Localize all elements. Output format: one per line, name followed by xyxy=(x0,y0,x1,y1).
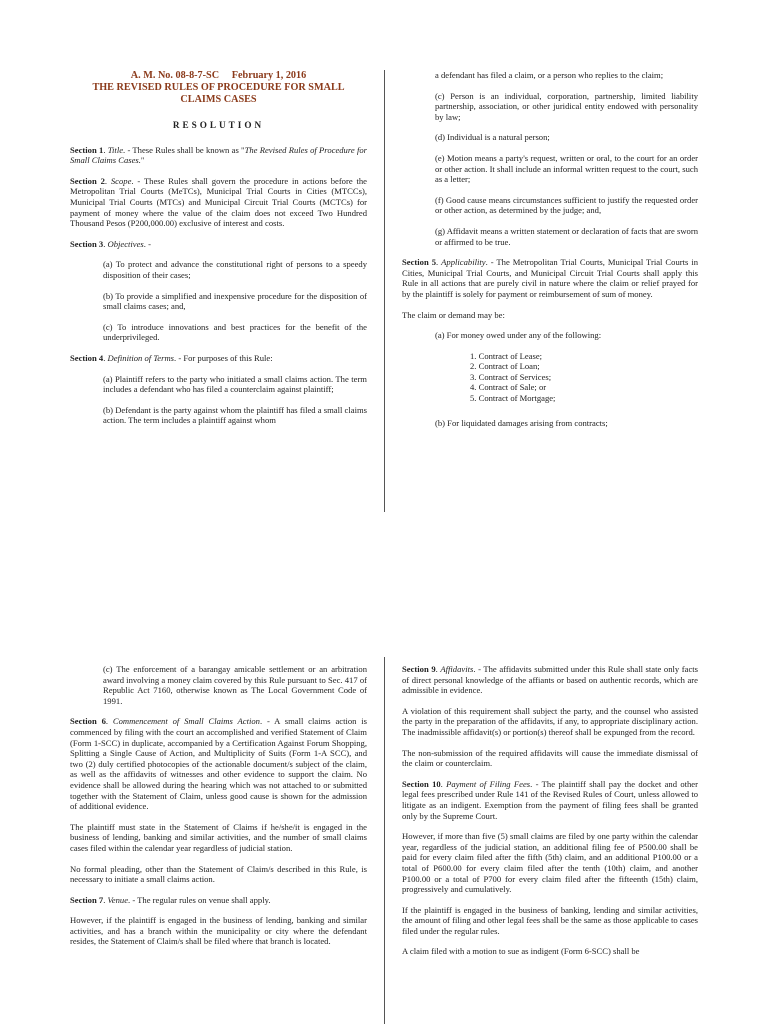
column-divider xyxy=(384,657,385,1024)
list-item: 5. Contract of Mortgage; xyxy=(470,393,556,404)
section-7: Section 7. Venue. - The regular rules on venue shall apply. xyxy=(70,894,271,905)
section-4: Section 4. Definition of Terms. - For purposes of this Rule: xyxy=(70,352,273,363)
section-3: Section 3. Objectives. - xyxy=(70,238,151,249)
section-4-b: (b) Defendant is the party against whom the plaintiff has filed a small claims action. The term includes a plaintiff against whom xyxy=(103,404,367,426)
page2-left-column xyxy=(70,664,367,957)
section-5-a: (a) For money owed under any of the following: xyxy=(435,330,602,341)
document-number: A. M. No. 08-8-7-SC February 1, 2016 xyxy=(130,70,307,81)
section-5-c: (c) The enforcement of a barangay amicable settlement or an arbitration award involving a money claim covered by this Rule pursuant to Sec. 417 of Republic Act 7160, otherwise known as The Local Government Code of 1991. xyxy=(103,664,367,706)
section-3-b: (b) To provide a simplified and inexpensive procedure for the disposition of small claims cases; and, xyxy=(103,290,367,312)
resolution-heading: RESOLUTION xyxy=(172,120,265,130)
section-10-paragraph-3: If the plaintiff is engaged in the business of banking, lending and similar activities, the amount of filing and other legal fees shall be the same as those applicable to cases filed under the regular rules. xyxy=(402,904,698,936)
list-item: 4. Contract of Sale; or xyxy=(470,382,547,393)
section-4-c: (c) Person is an individual, corporation, partnership, limited liability partnership, association, or other juridical entity endowed with personality by law; xyxy=(435,90,698,122)
document-title: THE REVISED RULES OF PROCEDURE FOR SMALL CLAIMS CASES xyxy=(92,82,345,105)
section-4-b-continued: a defendant has filed a claim, or a person who replies to the claim; xyxy=(435,70,664,80)
contract-list xyxy=(470,351,698,404)
section-7-paragraph-2: However, if the plaintiff is engaged in the business of lending, banking and similar activities, and has a branch within the municipality or city where the defendant resides, the Statement of Claim/s shall be filed where that branch is located. xyxy=(70,915,367,947)
page1-right-column xyxy=(402,70,698,438)
section-5-b: (b) For liquidated damages arising from contracts; xyxy=(435,417,608,428)
section-4-d: (d) Individual is a natural person; xyxy=(435,132,550,143)
section-6: Section 6. Commencement of Small Claims Action. - A small claims action is commenced by filing with the court an accomplished and verified Statement of Claim (Form 1-SCC) in duplicate, accompanied by a Certification Against Forum Shopping, Splitting a Single Cause of Action, and Multiplicity of Suits (Form 1-A SCC), and two (2) duly certified photocopies of the actionable document/s subject of the claim, as well as the affidavits of witnesses and other evidence to support the claim. No evidence shall be allowed during the hearing which was not attached to or submitted together with the Statement of Claim, unless good cause is shown for the admission of additional evidence. xyxy=(70,716,368,812)
section-6-paragraph-2: The plaintiff must state in the Statement of Claims if he/she/it is engaged in the business of lending, banking and similar activities, and the number of small claims cases filed within the calendar year regardless of judicial station. xyxy=(70,821,367,853)
list-item: 1. Contract of Lease; xyxy=(470,350,543,361)
section-2: Section 2. Scope. - These Rules shall govern the procedure in actions before the Metropolitan Trial Courts (MeTCs), Municipal Trial Courts in Cities (MTCCs), Municipal Trial Courts (MTCs) and Municipal Circuit Trial Courts (MCTCs) for payment of money where the value of the claim does not exceed Two Hundred Thousand Pesos (P200,000.00) exclusive of interest and costs. xyxy=(70,175,367,229)
list-item: 3. Contract of Services; xyxy=(470,371,552,382)
page1-left-column xyxy=(70,70,367,436)
section-9: Section 9. Affidavits. - The affidavits submitted under this Rule shall state only facts of direct personal knowledge of the affiants or based on authentic records, which are admissible in evidence. xyxy=(402,664,698,696)
section-9-paragraph-2: A violation of this requirement shall subject the party, and the counsel who assisted the party in the preparation of the affidavits, if any, to appropriate disciplinary action. The inadmissible affidavit(s) or portion(s) thereof shall be expunged from the record. xyxy=(402,705,698,737)
document-header xyxy=(70,70,367,106)
section-9-paragraph-3: The non-submission of the required affidavits will cause the immediate dismissal of the claim or counterclaim. xyxy=(402,747,698,769)
section-1: Section 1. Title. - These Rules shall be known as "The Revised Rules of Procedure for Small Claims Cases." xyxy=(70,144,367,166)
claim-intro: The claim or demand may be: xyxy=(402,309,505,320)
section-4-g: (g) Affidavit means a written statement or declaration of facts that are sworn or affirmed to be true. xyxy=(435,225,698,247)
page2-right-column xyxy=(402,664,698,967)
section-4-e: (e) Motion means a party's request, written or oral, to the court for an order or other action. It shall include an informal written request to the court, such as a letter; xyxy=(435,152,698,185)
section-3-a: (a) To protect and advance the constitutional right of persons to a speedy disposition of their cases; xyxy=(103,259,367,280)
section-4-f: (f) Good cause means circumstances sufficient to justify the requested order or other action, as determined by the judge; and, xyxy=(435,194,698,216)
section-5: Section 5. Applicability. - The Metropolitan Trial Courts, Municipal Trial Courts in Cities, Municipal Trial Courts, and Municipal Circuit Trial Courts shall apply this Rule in all actions that are purely civil in nature where the claim or relief prayed for by the plaintiff is solely for payment or reimbursement of sum of money. xyxy=(402,257,699,299)
document-page-2 xyxy=(0,512,768,1024)
section-3-c: (c) To introduce innovations and best practices for the benefit of the underprivileged. xyxy=(103,321,367,343)
section-10: Section 10. Payment of Filing Fees. - The plaintiff shall pay the docket and other legal fees prescribed under Rule 141 of the Revised Rules of Court, unless allowed to litigate as an indigent. Exemption from the payment of filing fees shall be granted only by the Supreme Court. xyxy=(402,778,698,821)
section-6-paragraph-3: No formal pleading, other than the Statement of Claim/s described in this Rule, is necessary to initiate a small claims action. xyxy=(70,863,367,885)
section-10-paragraph-4: A claim filed with a motion to sue as indigent (Form 6-SCC) shall be xyxy=(402,946,640,957)
section-4-a: (a) Plaintiff refers to the party who initiated a small claims action. The term includes a defendant who has filed a counterclaim against plaintiff; xyxy=(103,373,367,395)
column-divider xyxy=(384,70,385,512)
list-item: 2. Contract of Loan; xyxy=(470,361,540,372)
section-10-paragraph-2: However, if more than five (5) small claims are filed by one party within the calendar year, regardless of the judicial station, an additional filing fee of P500.00 shall be paid for every claim filed after the fifth (5th) claim, and an additional P100.00 or a total of P600.00 for every claim filed after the tenth (10th) claim, and another P100.00 or a total of P700 for every claim filed after the fifteenth (15th) claim, progressively and cumulatively. xyxy=(402,831,698,895)
